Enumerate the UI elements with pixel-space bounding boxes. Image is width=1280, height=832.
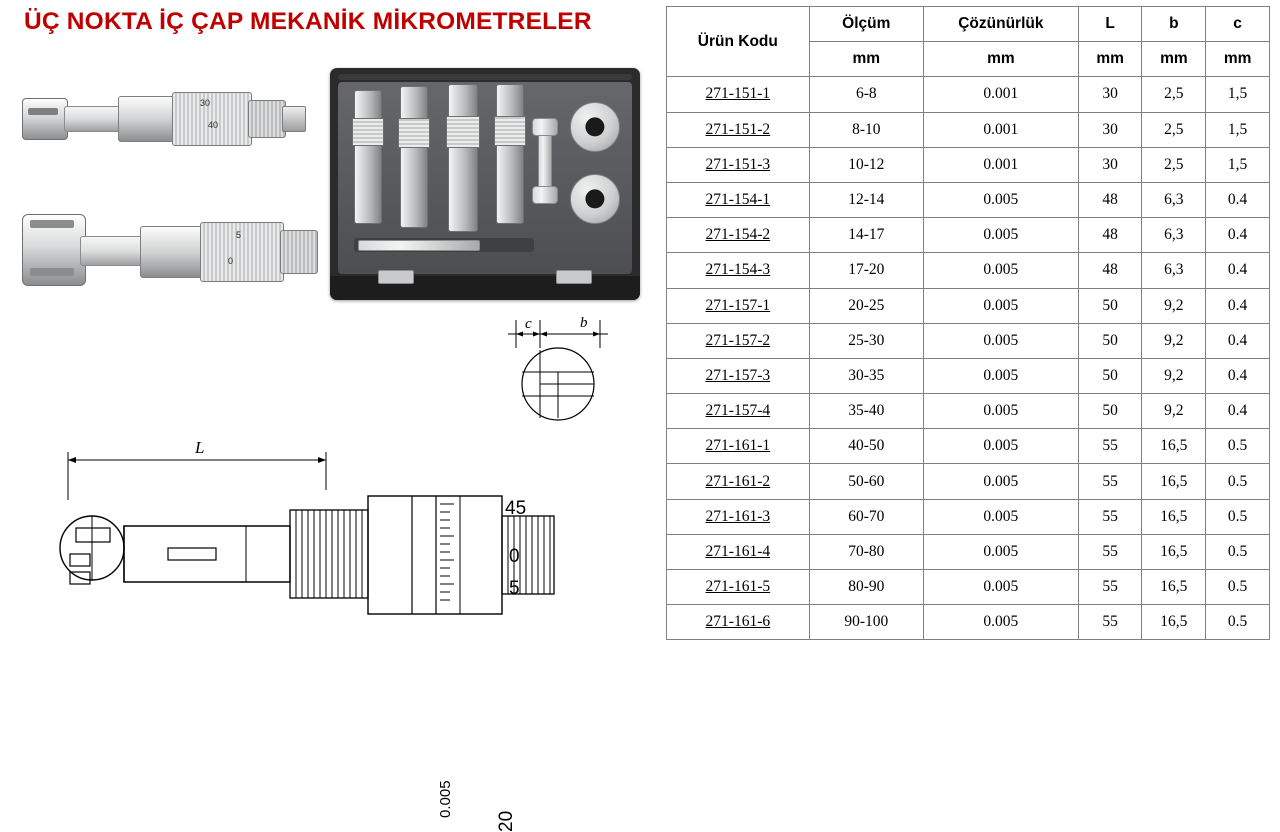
cell-c: 0.5 [1206, 429, 1270, 464]
cell-L: 48 [1078, 182, 1142, 217]
cell-resolution: 0.005 [923, 288, 1078, 323]
cell-c: 0.4 [1206, 253, 1270, 288]
cell-L: 30 [1078, 147, 1142, 182]
cell-measure: 35-40 [809, 394, 923, 429]
unit-L: mm [1078, 42, 1142, 77]
dimension-label-b: b [580, 315, 588, 331]
cell-measure: 10-12 [809, 147, 923, 182]
cell-b: 16,5 [1142, 499, 1206, 534]
technical-drawing [0, 300, 660, 832]
product-code-link[interactable]: 271-161-6 [667, 605, 810, 640]
product-code-link[interactable]: 271-157-4 [667, 394, 810, 429]
mic1-scale-mark-40: 40 [208, 120, 219, 130]
cell-resolution: 0.005 [923, 464, 1078, 499]
product-code-link[interactable]: 271-161-4 [667, 534, 810, 569]
cell-measure: 90-100 [809, 605, 923, 640]
table-row [667, 394, 1270, 429]
mic2-thimble [200, 222, 284, 282]
table-body [667, 77, 1270, 640]
case-accessory-rod [358, 240, 480, 251]
table-row [667, 288, 1270, 323]
mic2-ratchet [280, 230, 318, 274]
cell-c: 0.5 [1206, 605, 1270, 640]
drawing-scale-5: 5 [509, 578, 520, 599]
cell-measure: 70-80 [809, 534, 923, 569]
table-row [667, 534, 1270, 569]
cell-c: 0.5 [1206, 570, 1270, 605]
unit-measure: mm [809, 42, 923, 77]
table-row [667, 182, 1270, 217]
cell-L: 30 [1078, 77, 1142, 112]
product-code-link[interactable]: 271-151-3 [667, 147, 810, 182]
table-row [667, 499, 1270, 534]
cell-resolution: 0.005 [923, 358, 1078, 393]
cell-b: 6,3 [1142, 253, 1206, 288]
case-setting-ring-bottom [570, 174, 620, 224]
cell-c: 0.5 [1206, 464, 1270, 499]
cell-c: 1,5 [1206, 112, 1270, 147]
cell-L: 55 [1078, 605, 1142, 640]
cell-resolution: 0.005 [923, 605, 1078, 640]
header-b: b [1142, 7, 1206, 42]
cell-b: 2,5 [1142, 112, 1206, 147]
mic1-shaft [64, 106, 122, 132]
cell-b: 6,3 [1142, 182, 1206, 217]
product-code-link[interactable]: 271-161-2 [667, 464, 810, 499]
table-header-row [667, 7, 1270, 42]
cell-b: 9,2 [1142, 394, 1206, 429]
cell-measure: 50-60 [809, 464, 923, 499]
product-code-link[interactable]: 271-154-2 [667, 218, 810, 253]
cell-measure: 6-8 [809, 77, 923, 112]
mic2-head-jaw-bottom [30, 268, 74, 276]
cell-resolution: 0.005 [923, 253, 1078, 288]
cell-c: 0.4 [1206, 218, 1270, 253]
cell-b: 16,5 [1142, 534, 1206, 569]
cell-c: 0.4 [1206, 182, 1270, 217]
table-row [667, 605, 1270, 640]
cell-b: 2,5 [1142, 77, 1206, 112]
product-code-link[interactable]: 271-161-3 [667, 499, 810, 534]
cell-resolution: 0.005 [923, 394, 1078, 429]
mic2-shaft [80, 236, 144, 266]
product-code-link[interactable]: 271-154-3 [667, 253, 810, 288]
header-measure: Ölçüm [809, 7, 923, 42]
cell-measure: 17-20 [809, 253, 923, 288]
case-micrometer-4-knurl [494, 116, 526, 146]
product-code-link[interactable]: 271-151-2 [667, 112, 810, 147]
cell-L: 48 [1078, 253, 1142, 288]
cell-resolution: 0.005 [923, 323, 1078, 358]
cell-b: 16,5 [1142, 429, 1206, 464]
cell-L: 55 [1078, 534, 1142, 569]
header-c: c [1206, 7, 1270, 42]
cell-b: 9,2 [1142, 358, 1206, 393]
cell-L: 30 [1078, 112, 1142, 147]
cell-measure: 20-25 [809, 288, 923, 323]
product-photos [0, 48, 660, 310]
cell-b: 6,3 [1142, 218, 1206, 253]
cell-measure: 14-17 [809, 218, 923, 253]
case-lid-line [338, 74, 632, 80]
cell-b: 9,2 [1142, 323, 1206, 358]
cell-L: 55 [1078, 429, 1142, 464]
cell-b: 16,5 [1142, 570, 1206, 605]
table-row [667, 323, 1270, 358]
mic1-end-cap [282, 106, 306, 132]
detail-view-svg [494, 314, 634, 424]
unit-c: mm [1206, 42, 1270, 77]
product-code-link[interactable]: 271-161-5 [667, 570, 810, 605]
mic2-head-jaw-top [30, 220, 74, 228]
case-setting-ring-top [570, 102, 620, 152]
case-latch-right [556, 270, 592, 284]
cell-measure: 60-70 [809, 499, 923, 534]
cell-resolution: 0.001 [923, 77, 1078, 112]
cell-measure: 12-14 [809, 182, 923, 217]
drawing-resolution-label: 0.005 [437, 780, 454, 818]
mic2-scale-mark-5: 5 [236, 230, 242, 240]
mic1-head-slot [28, 108, 58, 115]
cell-c: 0.4 [1206, 323, 1270, 358]
cell-c: 0.5 [1206, 499, 1270, 534]
cell-c: 1,5 [1206, 77, 1270, 112]
page-title: ÜÇ NOKTA İÇ ÇAP MEKANİK MİKROMETRELER [24, 8, 592, 35]
cell-c: 0.5 [1206, 534, 1270, 569]
product-code-link[interactable]: 271-157-1 [667, 288, 810, 323]
case-wrench-head-bottom [532, 186, 558, 204]
case-micrometer-1-knurl [352, 118, 384, 146]
cell-b: 9,2 [1142, 288, 1206, 323]
drawing-scale-0: 0 [509, 546, 520, 567]
dimension-label-c: c [525, 316, 532, 332]
mic1-ratchet [248, 100, 286, 138]
header-resolution: Çözünürlük [923, 7, 1078, 42]
specification-table [666, 6, 1270, 640]
case-micrometer-3-knurl [446, 116, 480, 148]
cell-L: 55 [1078, 499, 1142, 534]
table-row [667, 218, 1270, 253]
mic1-thimble [172, 92, 252, 146]
header-product-code: Ürün Kodu [667, 7, 810, 77]
product-code-link[interactable]: 271-151-1 [667, 77, 810, 112]
drawing-scale-45: 45 [505, 498, 527, 519]
case-micrometer-2-knurl [398, 118, 430, 148]
drawing-thimble-number: 20 [496, 810, 517, 832]
table-row [667, 77, 1270, 112]
case-wrench-head-top [532, 118, 558, 136]
cell-b: 2,5 [1142, 147, 1206, 182]
cell-L: 55 [1078, 570, 1142, 605]
unit-resolution: mm [923, 42, 1078, 77]
mic2-scale-mark-0: 0 [228, 256, 234, 266]
cell-c: 0.4 [1206, 358, 1270, 393]
cell-measure: 30-35 [809, 358, 923, 393]
case-micrometer-2 [400, 86, 428, 228]
product-code-link[interactable]: 271-154-1 [667, 182, 810, 217]
case-latch-left [378, 270, 414, 284]
cell-c: 0.4 [1206, 394, 1270, 429]
table-row [667, 464, 1270, 499]
table-row [667, 147, 1270, 182]
cell-L: 50 [1078, 323, 1142, 358]
dimension-label-L: L [195, 438, 205, 457]
cell-L: 50 [1078, 358, 1142, 393]
product-code-link[interactable]: 271-157-2 [667, 323, 810, 358]
table-row [667, 570, 1270, 605]
cell-resolution: 0.005 [923, 534, 1078, 569]
table-row [667, 253, 1270, 288]
mic1-head [22, 98, 68, 140]
specification-table-wrapper [666, 6, 1270, 687]
cell-L: 55 [1078, 464, 1142, 499]
cell-resolution: 0.005 [923, 499, 1078, 534]
mic1-scale-mark-30: 30 [200, 98, 211, 108]
main-drawing-svg [40, 430, 660, 680]
micrometer-photo-bottom [22, 208, 332, 304]
cell-c: 0.4 [1206, 288, 1270, 323]
case-micrometer-4 [496, 84, 524, 224]
cell-resolution: 0.005 [923, 429, 1078, 464]
cell-measure: 40-50 [809, 429, 923, 464]
cell-L: 50 [1078, 394, 1142, 429]
cell-L: 50 [1078, 288, 1142, 323]
product-code-link[interactable]: 271-161-1 [667, 429, 810, 464]
mic2-sleeve [140, 226, 204, 278]
cell-measure: 25-30 [809, 323, 923, 358]
product-code-link[interactable]: 271-157-3 [667, 358, 810, 393]
case-micrometer-1 [354, 90, 382, 224]
unit-b: mm [1142, 42, 1206, 77]
cell-resolution: 0.005 [923, 218, 1078, 253]
micrometer-photo-top [22, 80, 322, 156]
cell-b: 16,5 [1142, 605, 1206, 640]
table-row [667, 358, 1270, 393]
mic1-sleeve [118, 96, 176, 142]
cell-measure: 8-10 [809, 112, 923, 147]
cell-resolution: 0.001 [923, 147, 1078, 182]
header-L: L [1078, 7, 1142, 42]
storage-case-photo [330, 68, 640, 300]
cell-measure: 80-90 [809, 570, 923, 605]
cell-c: 1,5 [1206, 147, 1270, 182]
cell-L: 48 [1078, 218, 1142, 253]
case-foam-insert [338, 82, 632, 274]
cell-resolution: 0.001 [923, 112, 1078, 147]
case-base [330, 276, 640, 300]
table-row [667, 429, 1270, 464]
cell-b: 16,5 [1142, 464, 1206, 499]
cell-resolution: 0.005 [923, 570, 1078, 605]
cell-resolution: 0.005 [923, 182, 1078, 217]
case-micrometer-3 [448, 84, 478, 232]
table-row [667, 112, 1270, 147]
